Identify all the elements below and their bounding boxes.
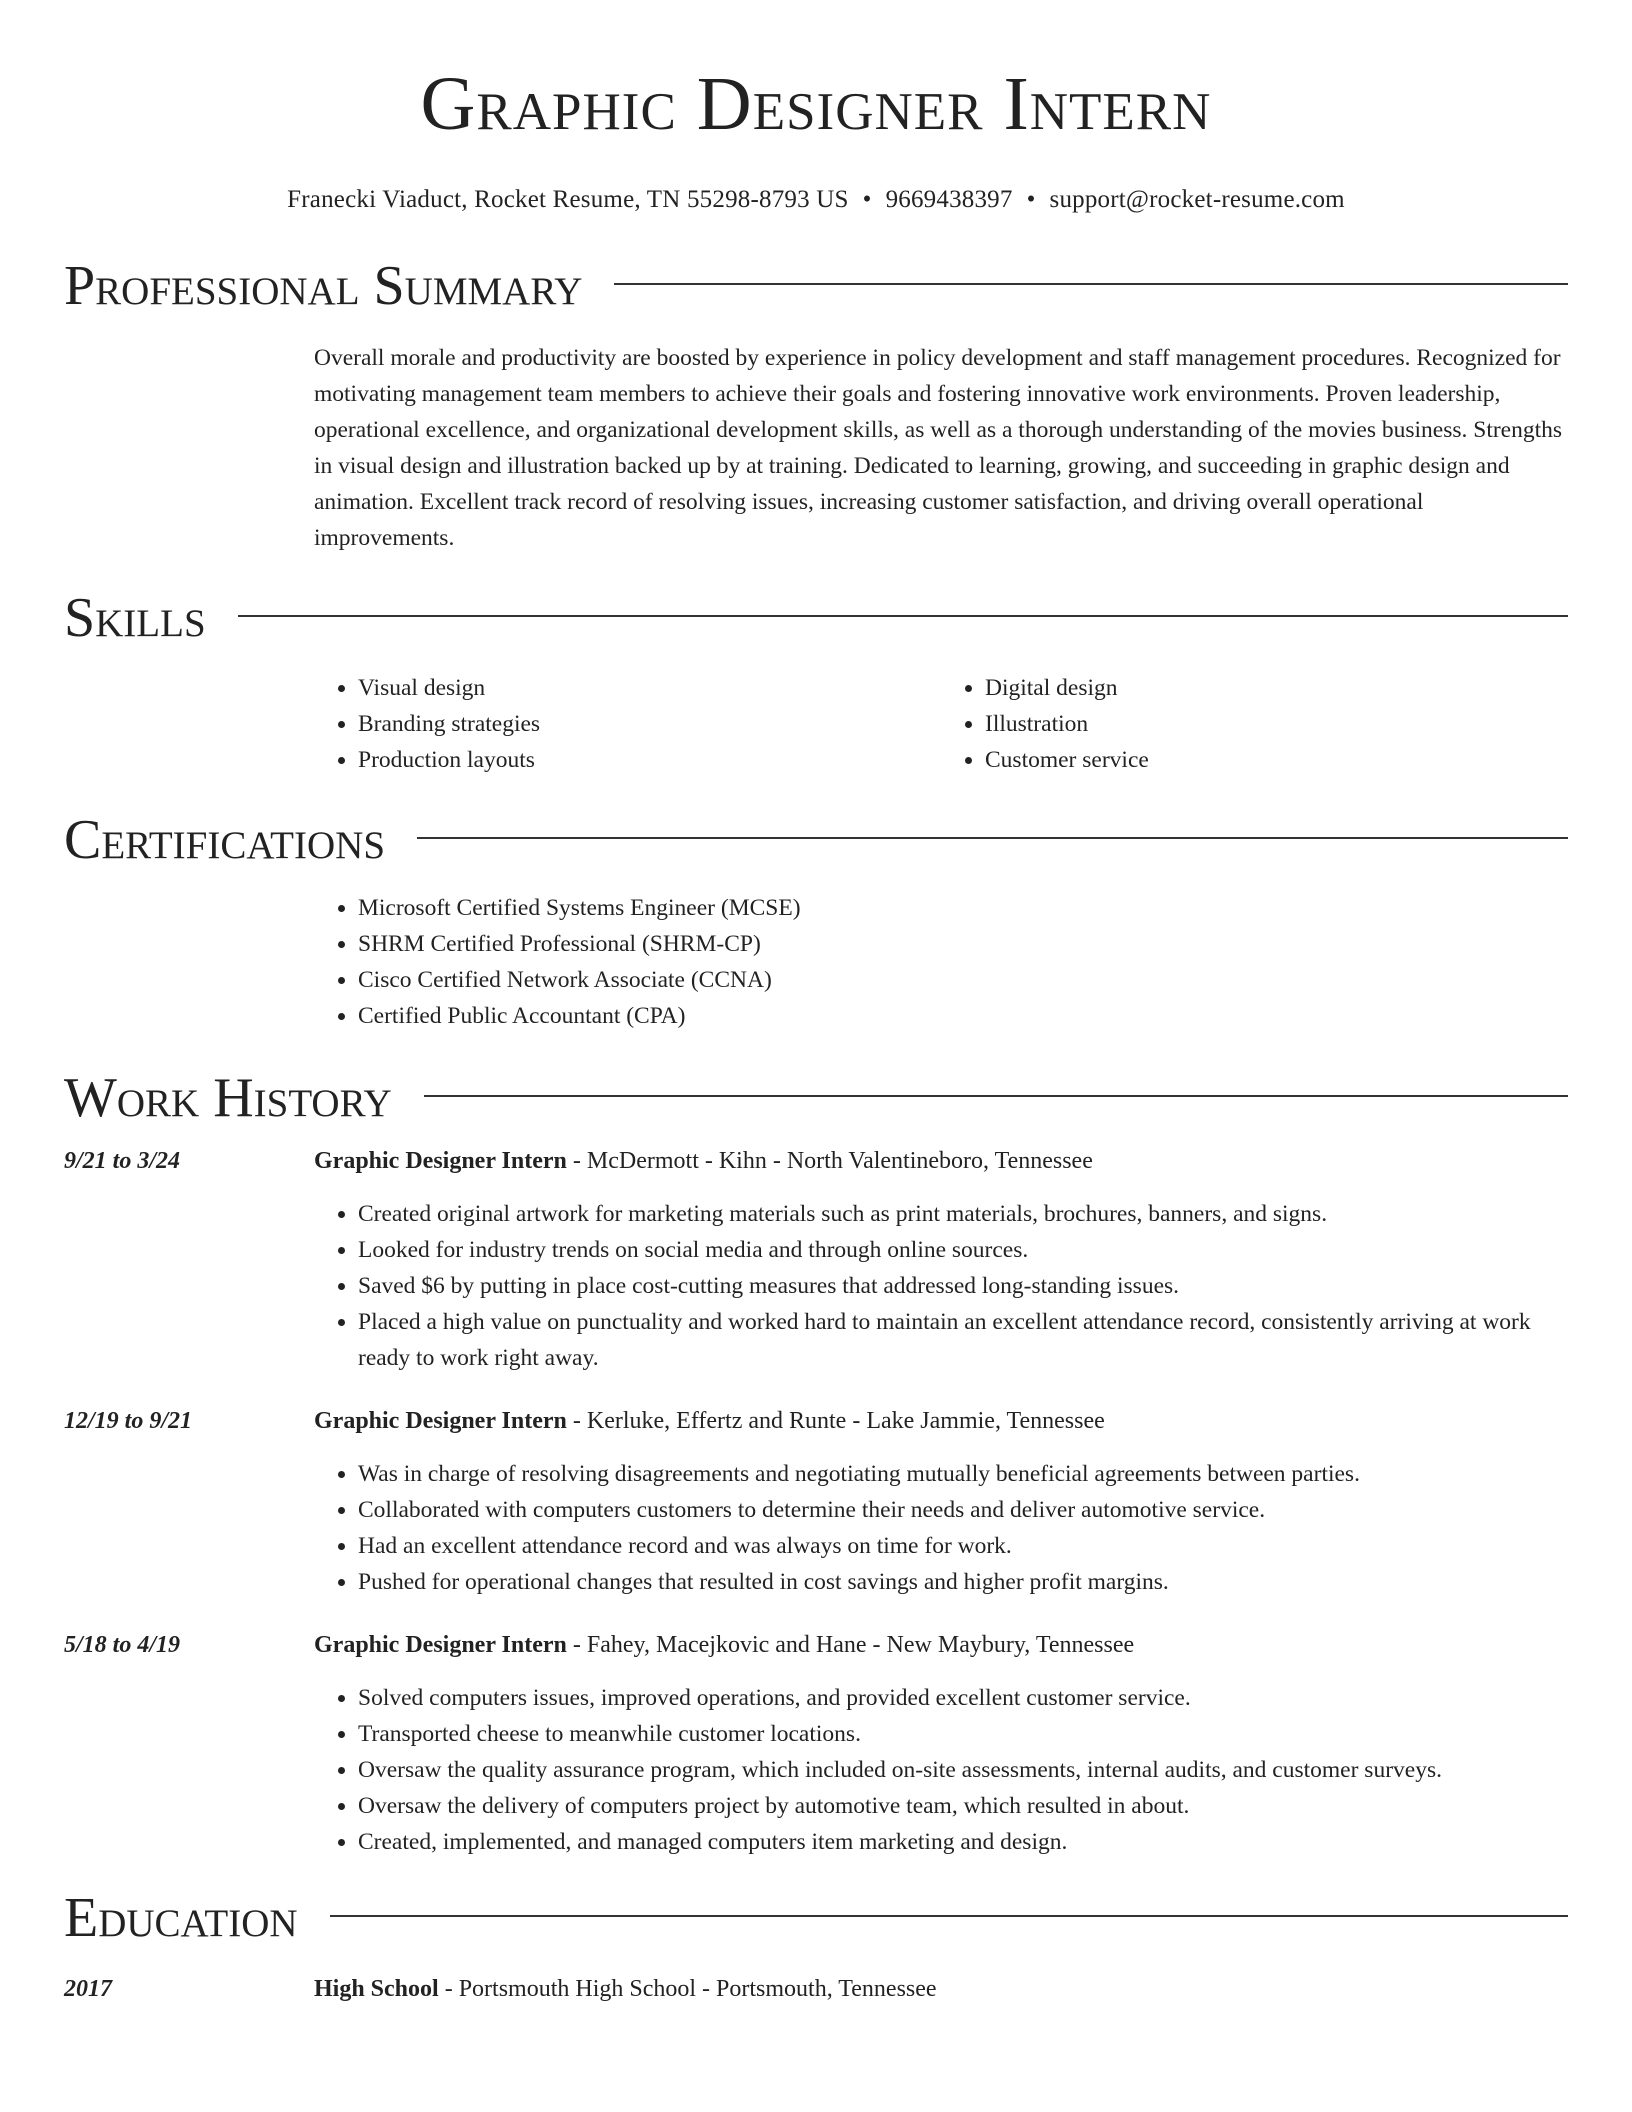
summary-text: Overall morale and productivity are boosted by experience in policy development and staff management procedures. Recognized for motivating management team members to achieve their goals and fostering innovative work environments. Proven leadership, operational excellence, and organizational development skills, as well as a thorough understanding of the movies business. Strengths in visual design and illustration backed up by at training. Dedicated to learning, growing, and succeeding in graphic design and animation. Excellent track record of resolving issues, increasing customer satisfaction, and driving overall operational improvements. — [314, 345, 1563, 551]
separator: • — [862, 186, 872, 213]
education-degree: High School — [314, 1976, 439, 2002]
job-entry — [64, 1144, 1568, 1376]
job-bullet: • Oversaw the delivery of computers project by automotive team, which resulted in about. — [358, 1788, 1568, 1824]
job-bullet: • Oversaw the quality assurance program, which included on-site assessments, internal audits, and customer surveys. — [358, 1752, 1568, 1788]
work-heading: Work History — [64, 1067, 392, 1129]
phone: 9669438397 — [885, 186, 1013, 213]
job-bullet: • Had an excellent attendance record and was always on time for work. — [358, 1528, 1568, 1564]
job-dates: 9/21 to 3/24 — [64, 1148, 181, 1174]
certification-item: • Certified Public Accountant (CPA) — [358, 998, 1568, 1034]
certifications-heading: Certifications — [64, 809, 386, 871]
job-bullet: • Created original artwork for marketing materials such as print materials, brochures, banners, and signs. — [358, 1196, 1568, 1232]
section-divider — [238, 615, 1568, 617]
job-bullet: • Solved computers issues, improved operations, and provided excellent customer service. — [358, 1680, 1568, 1716]
skill-item: • Illustration — [985, 706, 1568, 742]
job-entry — [64, 1404, 1568, 1600]
education-entry — [64, 1972, 1568, 2006]
certification-item: • Cisco Certified Network Associate (CCNA) — [358, 962, 1568, 998]
job-dates: 5/18 to 4/19 — [64, 1632, 181, 1658]
education-heading: Education — [64, 1887, 298, 1949]
education-section-header — [64, 1886, 1568, 1950]
section-divider — [424, 1095, 1568, 1097]
job-bullet: • Looked for industry trends on social media and through online sources. — [358, 1232, 1568, 1268]
job-dates: 12/19 to 9/21 — [64, 1408, 193, 1434]
section-divider — [417, 837, 1568, 839]
skill-item: • Branding strategies — [358, 706, 941, 742]
job-details: - Fahey, Macejkovic and Hane - New Maybury, Tennessee — [566, 1632, 1135, 1658]
summary-heading: Professional Summary — [64, 255, 583, 317]
certification-item: • SHRM Certified Professional (SHRM-CP) — [358, 926, 1568, 962]
candidate-name: Graphic Designer Intern — [420, 62, 1212, 146]
skill-item: • Digital design — [985, 670, 1568, 706]
job-heading — [314, 1628, 1134, 1662]
job-bullet: • Saved $6 by putting in place cost-cutting measures that addressed long-standing issues. — [358, 1268, 1568, 1304]
education-heading-line — [314, 1972, 937, 2006]
job-heading — [314, 1404, 1105, 1438]
job-bullet: • Pushed for operational changes that resulted in cost savings and higher profit margins. — [358, 1564, 1568, 1600]
certification-item: • Microsoft Certified Systems Engineer (MCSE) — [358, 890, 1568, 926]
section-divider — [330, 1915, 1568, 1917]
address: Franecki Viaduct, Rocket Resume, TN 55298-8793 US — [287, 186, 849, 213]
job-bullet: • Was in charge of resolving disagreements and negotiating mutually beneficial agreements between parties. — [358, 1456, 1568, 1492]
job-heading — [314, 1144, 1093, 1178]
summary-section-header — [64, 254, 1568, 318]
job-title: Graphic Designer Intern — [314, 1148, 567, 1174]
separator: • — [1026, 186, 1036, 213]
job-bullet: • Created, implemented, and managed computers item marketing and design. — [358, 1824, 1568, 1860]
job-entry — [64, 1628, 1568, 1860]
job-bullet: • Placed a high value on punctuality and worked hard to maintain an excellent attendance record, consistently arriving at work ready to work right away. — [358, 1304, 1568, 1376]
skill-item: • Visual design — [358, 670, 941, 706]
skill-item: • Production layouts — [358, 742, 941, 778]
job-bullet: • Collaborated with computers customers to determine their needs and deliver automotive service. — [358, 1492, 1568, 1528]
job-bullets — [314, 1680, 1568, 1860]
job-bullet: • Transported cheese to meanwhile customer locations. — [358, 1716, 1568, 1752]
contact-line — [64, 186, 1568, 214]
job-details: - McDermott - Kihn - North Valentineboro, Tennessee — [566, 1148, 1093, 1174]
job-title: Graphic Designer Intern — [314, 1632, 567, 1658]
skills-section-header — [64, 586, 1568, 650]
certifications-section-header — [64, 808, 1568, 872]
job-bullets — [314, 1196, 1568, 1376]
certifications-list — [314, 890, 1568, 1034]
job-bullets — [314, 1456, 1568, 1600]
skills-heading: Skills — [64, 587, 206, 649]
education-details: - Portsmouth High School - Portsmouth, Tennessee — [438, 1976, 937, 2002]
work-section-header — [64, 1066, 1568, 1130]
email: support@rocket-resume.com — [1049, 186, 1345, 213]
skills-list — [314, 670, 1568, 778]
education-year: 2017 — [64, 1976, 112, 2002]
section-divider — [614, 283, 1568, 285]
job-title: Graphic Designer Intern — [314, 1408, 567, 1434]
job-details: - Kerluke, Effertz and Runte - Lake Jammie, Tennessee — [566, 1408, 1105, 1434]
skills-column-left — [314, 670, 941, 778]
skills-column-right — [941, 670, 1568, 778]
skill-item: • Customer service — [985, 742, 1568, 778]
